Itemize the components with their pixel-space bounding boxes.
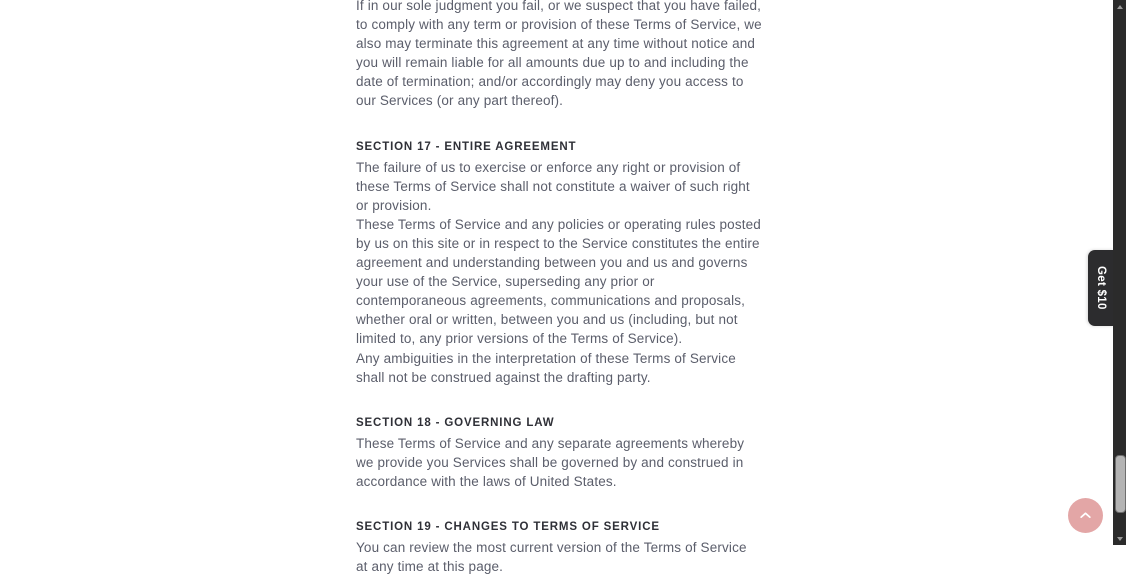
get-10-promo-tab[interactable] [1088, 250, 1114, 326]
section-19-heading: SECTION 19 - CHANGES TO TERMS OF SERVICE [356, 520, 660, 533]
section-17-paragraph-1: The failure of us to exercise or enforce any right or provision of these Terms of Service shall not constitute a waiver of such right or provision. [356, 159, 750, 213]
triangle-up-glyph [1117, 5, 1123, 9]
section-17-paragraph-3: Any ambiguities in the interpretation of these Terms of Service shall not be construed against the drafting party. [356, 350, 736, 385]
triangle-down-glyph [1117, 537, 1123, 541]
scrollbar-up-arrow-icon[interactable] [1113, 0, 1126, 13]
section-18 [356, 414, 762, 491]
promo-tab-label: Get $10 [1095, 266, 1107, 310]
section-17 [356, 138, 762, 387]
section-19-paragraph-1: You can review the most current version of the Terms of Service at any time at this page. [356, 539, 747, 575]
section-19 [356, 518, 762, 576]
section-18-paragraph-1: These Terms of Service and any separate agreements whereby we provide you Services shall be governed by and construed in accordance with the laws of United States. [356, 435, 745, 489]
document-text-column [356, 0, 762, 576]
scrollbar-down-arrow-icon[interactable] [1113, 532, 1126, 545]
intro-paragraph: If in our sole judgment you fail, or we suspect that you have failed, to comply with any term or provision of these Terms of Service, we also may terminate this agreement at any time without notice and you will remain liable for all amounts due up to and including the date of termination; and/or accordingly may deny you access to our Services (or any part thereof). [356, 0, 762, 109]
vertical-scrollbar[interactable] [1113, 0, 1126, 545]
section-18-heading: SECTION 18 - GOVERNING LAW [356, 416, 555, 429]
chevron-up-icon [1079, 509, 1092, 522]
section-17-heading: SECTION 17 - ENTIRE AGREEMENT [356, 140, 577, 153]
section-17-paragraph-2: These Terms of Service and any policies or operating rules posted by us on this site or in respect to the Service constitutes the entire agreement and understanding between you and us and governs your use of the Service, superseding any prior or contemporaneous agreements, communications and proposals, whether oral or written, between you and us (including, but not limited to, any prior versions of the Terms of Service). [356, 216, 761, 347]
scroll-to-top-button[interactable] [1068, 498, 1103, 533]
scrollbar-thumb[interactable] [1115, 455, 1126, 513]
